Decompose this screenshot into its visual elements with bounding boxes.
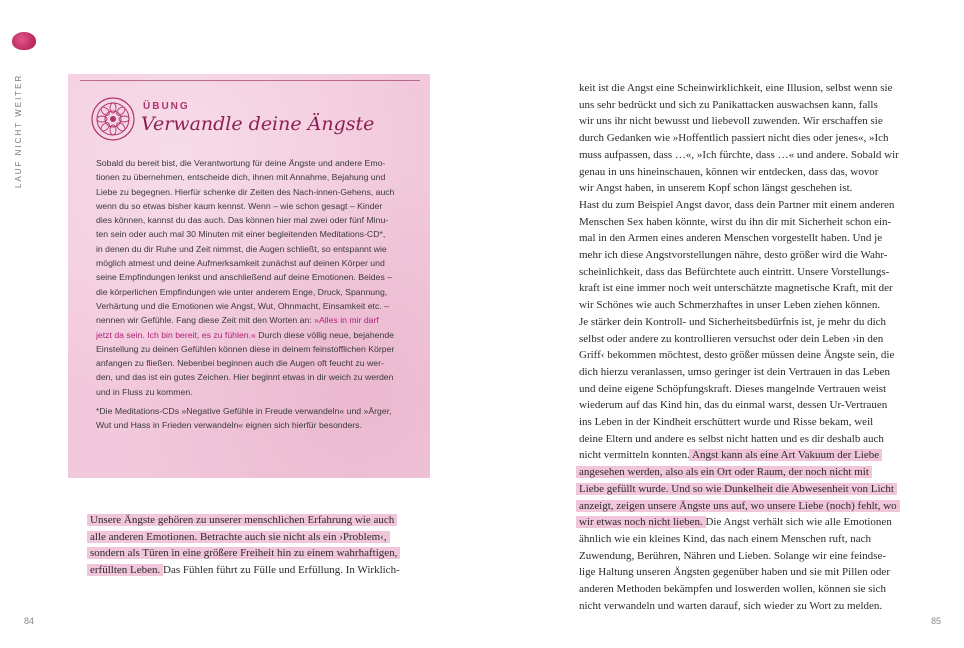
body-line: dich hierzu veranlassen, umso geringer ist dein Vertrauen in das Leben bbox=[579, 365, 891, 378]
body-line: anderen Methoden bekämpfen und loswerden wollen, können sie sich bbox=[579, 583, 886, 596]
body-line bbox=[90, 545, 410, 562]
body-line: mal in den Armen eines anderen Menschen vorgestellt haben. Und je bbox=[579, 232, 883, 245]
highlight: sondern als Türen in eine größere Freiheit hin zu einem wahrhaftigen, bbox=[90, 547, 398, 560]
exercise-line: wenn du so etwas bisher kaum kennst. Wenn – wie schon gesagt – Kinder bbox=[96, 200, 383, 211]
body-line: keit ist die Angst eine Scheinwirklichkeit, eine Illusion, selbst wenn sie bbox=[579, 82, 893, 94]
body-line: wiederum auf das Kind hin, das du einmal warst, dessen Ur-Vertrauen bbox=[579, 399, 888, 412]
body-line bbox=[579, 464, 899, 481]
exercise-line: tionen zu übernehmen, entscheide dich, ihnen mit Annahme, Bejahung und bbox=[96, 172, 386, 183]
exercise-body bbox=[96, 156, 412, 433]
body-line: ähnlich wie ein kleines Kind, das nach einem Menschen ruft, nach bbox=[579, 532, 872, 545]
highlight: wir etwas noch nicht lieben. bbox=[579, 516, 703, 529]
body-line: genau in uns hineinschauen, können wir entdecken, dass das, wovor bbox=[579, 165, 879, 178]
page-number-left: 84 bbox=[24, 616, 35, 626]
rose-icon bbox=[12, 32, 36, 50]
body-line bbox=[579, 447, 899, 464]
body-line: Zuwendung, Berühren, Nähren und Lieben. Solange wir eine feindse- bbox=[579, 549, 886, 562]
exercise-line: die körperlichen Empfindungen wie unter anderem Enge, Druck, Spannung, bbox=[96, 286, 388, 297]
body-line: nicht verwandeln und warten darauf, sich wieder zu Wort zu melden. bbox=[579, 599, 883, 612]
highlight: alle anderen Emotionen. Betrachte auch sie nicht als ein ›Problem‹, bbox=[90, 530, 387, 543]
body-line: selbst oder andere zu kontrollieren versuchst oder dein Leben ›in den bbox=[579, 332, 884, 345]
exercise-line: dies können, kannst du das auch. Das können hier mal zwei oder fünf Minu- bbox=[96, 215, 389, 226]
body-line: durch Gedanken wie »Hoffentlich passiert nicht dies oder jenes«, »Ich bbox=[579, 132, 889, 145]
body-line: kraft ist eine immer noch weit unterschätzte magnetische Kraft, mit der bbox=[579, 282, 893, 295]
exercise-line: Verhärtung und die Emotionen wie Angst, Wut, Ohnmacht, Einsamkeit etc. – bbox=[96, 300, 389, 311]
body-line: Menschen Sex haben könnte, wirst du ihn dir mit Sicherheit schon ein- bbox=[579, 215, 892, 228]
body-line: ins Leben in der Kindheit erschüttert wurde und Risse bekam, weil bbox=[579, 416, 874, 429]
mandala-icon bbox=[90, 96, 136, 142]
exercise-line: Liebe zu begegnen. Hierfür schenke dir Zeiten des Nach-innen-Gehens, auch bbox=[96, 186, 395, 197]
body-line: Je stärker dein Kontroll- und Sicherheitsbedürfnis ist, je mehr du dich bbox=[579, 315, 887, 328]
exercise-quote: »Alles in mir darf bbox=[314, 315, 379, 326]
running-head: LAUF NICHT WEITER bbox=[14, 73, 23, 188]
body-line bbox=[579, 514, 899, 531]
body-line: deine Eltern und andere es selbst nicht hatten und es dir deshalb auch bbox=[579, 432, 884, 445]
body-line bbox=[579, 481, 899, 498]
exercise-title: Verwandle deine Ängste bbox=[141, 113, 375, 135]
exercise-line: den, und das ist ein gutes Zeichen. Hier beginnt etwas in dir weich zu werden bbox=[96, 372, 394, 383]
body-line bbox=[579, 498, 899, 515]
body-line: Hast du zum Beispiel Angst davor, dass dein Partner mit einem anderen bbox=[579, 198, 895, 211]
body-line: Griff‹ bekommen möchtest, desto größer müssen deine Ängste sein, die bbox=[579, 349, 895, 362]
exercise-kicker: ÜBUNG bbox=[143, 101, 190, 112]
body-line bbox=[90, 562, 410, 579]
body-text: nicht vermitteln konnten. bbox=[579, 449, 693, 462]
exercise-line: in denen du dir Ruhe und Zeit nimmst, die Augen schließt, so entspannt wie bbox=[96, 243, 387, 254]
exercise-line: ten sein oder auch mal 30 Minuten mit einer begleitenden Meditations-CD*, bbox=[96, 229, 386, 240]
right-page bbox=[482, 0, 964, 648]
exercise-line-text: Durch diese völlig neue, bejahende bbox=[255, 329, 394, 340]
highlight: erfüllten Leben. bbox=[90, 564, 161, 577]
body-line: wir Schönes wie auch Schmerzhaftes in unser Leben ziehen können. bbox=[579, 299, 881, 312]
body-line bbox=[90, 529, 410, 546]
body-text: Die Angst verhält sich wie alle Emotionen bbox=[702, 516, 892, 529]
right-body-text bbox=[579, 80, 899, 615]
exercise-line: und in Fluss zu kommen. bbox=[96, 386, 193, 397]
footnote-line: *Die Meditations-CDs »Negative Gefühle in Freude verwandeln« und »Ärger, bbox=[96, 406, 392, 417]
exercise-rule bbox=[80, 80, 420, 81]
body-line: wir uns ihr nicht bewusst und liebevoll zuwenden. Wir erschaffen sie bbox=[579, 115, 883, 128]
body-line: muss aufpassen, dass …«, »Ich fürchte, dass …« und andere. Sobald wir bbox=[579, 148, 899, 161]
exercise-line: Einstellung zu deinen Gefühlen können diese in deinem feinstofflichen Körper bbox=[96, 343, 395, 354]
exercise-line bbox=[96, 328, 412, 342]
exercise-line: anfangen zu fließen. Nebenbei beginnen auch die Augen oft feucht zu wer- bbox=[96, 358, 384, 369]
highlight: Angst kann als eine Art Vakuum der Liebe bbox=[692, 449, 880, 462]
page-number-right: 85 bbox=[931, 616, 942, 626]
exercise-quote: jetzt da sein. Ich bin bereit, es zu fühlen.« bbox=[96, 329, 256, 340]
body-line: mehr ich diese Angstvorstellungen nähre, desto größer wird die Wahr- bbox=[579, 249, 888, 262]
exercise-footnote bbox=[96, 404, 412, 433]
highlight: angesehen werden, also als ein Ort oder Raum, der noch nicht mit bbox=[579, 466, 869, 479]
body-text: Das Fühlen führt zu Fülle und Erfüllung. In Wirklich- bbox=[160, 564, 400, 577]
exercise-line bbox=[96, 313, 412, 327]
exercise-line-text: nennen wir Gefühle. Fang diese Zeit mit den Worten an: bbox=[96, 315, 315, 326]
body-line bbox=[90, 512, 410, 529]
exercise-line: möglich atmest und deine Aufmerksamkeit zunächst auf deinen Körper und bbox=[96, 258, 385, 269]
body-line: uns sehr bedrückt und sich zu Panikattacken auswachsen kann, falls bbox=[579, 98, 878, 111]
highlight: anzeigt, zeigen unsere Ängste uns auf, wo unsere Liebe (noch) fehlt, wo bbox=[579, 499, 897, 512]
body-line: wir Angst haben, in unserem Kopf schon längst geschehen ist. bbox=[579, 182, 853, 195]
highlight: Liebe gefüllt wurde. Und so wie Dunkelheit die Abwesenheit von Licht bbox=[579, 482, 894, 495]
left-body-text bbox=[90, 512, 410, 579]
body-line: lige Haltung unseren Ängsten gegenüber haben und sie mit Pillen oder bbox=[579, 566, 890, 579]
body-line: scheinlichkeit, dass das Befürchtete auch eintritt. Unsere Vorstellungs- bbox=[579, 265, 890, 278]
highlight: Unsere Ängste gehören zu unserer menschlichen Erfahrung wie auch bbox=[90, 514, 395, 526]
footnote-line: Wut und Hass in Frieden verwandeln« eignen sich hierfür besonders. bbox=[96, 420, 362, 431]
body-line: und deine eigene Schöpfungskraft. Dieses mangelnde Vertrauen weist bbox=[579, 382, 887, 395]
exercise-line: Sobald du bereit bist, die Verantwortung für deine Ängste und andere Emo- bbox=[96, 158, 386, 168]
exercise-line: seine Empfindungen lenkst und anschließend auf deine Emotionen. Beides – bbox=[96, 272, 393, 283]
